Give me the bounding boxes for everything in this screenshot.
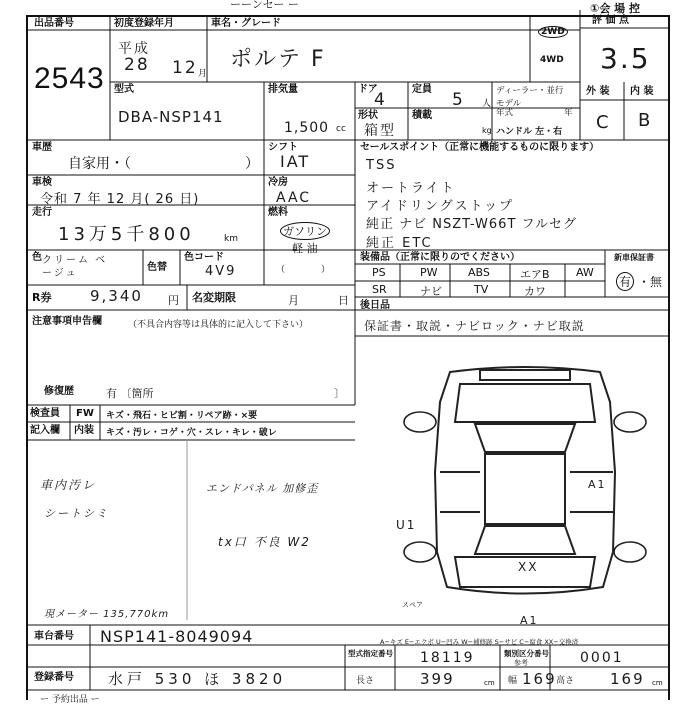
equip-abs: ABS xyxy=(468,266,490,279)
int-grade: B xyxy=(638,110,653,131)
width-value: 169 xyxy=(522,670,557,688)
ext-label: 外 装 xyxy=(586,86,610,97)
type-designation-value: 18119 xyxy=(420,650,475,666)
equip-ps: PS xyxy=(372,266,386,279)
color-change-label: 色替 xyxy=(147,262,167,273)
footer-partial: ー 予約出品 ー xyxy=(40,695,100,705)
displacement-value: 1,500 xyxy=(284,120,330,136)
name-value: ポルテ F xyxy=(230,47,326,72)
length-value: 399 xyxy=(420,670,455,688)
mileage-unit: km xyxy=(224,234,238,244)
load-label: 積載 xyxy=(412,110,432,121)
equip-airbag: エアB xyxy=(520,268,550,281)
postfix-label: 後日品 xyxy=(360,300,390,311)
chassis-value: NSP141-8049094 xyxy=(100,627,254,646)
doors-label: ドア xyxy=(358,84,378,95)
expiry-day: 日 xyxy=(338,294,349,307)
mark-spare: スペア xyxy=(402,601,423,609)
fuel-label: 燃料 xyxy=(268,207,288,218)
model-year-label2: 年式 xyxy=(496,108,514,118)
length-label: 長さ xyxy=(356,676,375,686)
shape-value: 箱型 xyxy=(364,123,396,139)
sales-item-5: 純正 ETC xyxy=(366,236,433,251)
warranty-yes: 有 xyxy=(616,272,634,291)
mark-xx: XX xyxy=(518,560,539,574)
repair-label: 修復歴 xyxy=(44,386,74,397)
ac-label: 冷房 xyxy=(268,177,288,188)
repair-value: 有 〔箇所 xyxy=(106,387,154,400)
int-label: 内 装 xyxy=(630,86,654,97)
fuel-diesel: 軽 油 xyxy=(292,242,318,255)
ac-value: AAC xyxy=(276,190,312,206)
height-value: 169 xyxy=(610,670,645,688)
fuel-gasoline: ガソリン xyxy=(280,222,330,240)
notes-label: 注意事項申告欄 xyxy=(32,316,102,327)
header-partial: ーーンセー ー xyxy=(230,0,299,11)
mark-a1-bottom: A1 xyxy=(520,614,539,627)
mileage-label: 走行 xyxy=(32,207,52,218)
fuel-paren: （ ） xyxy=(276,265,331,275)
sales-item-3: アイドリングストップ xyxy=(366,199,515,214)
inspector-fw-text: キズ・飛石・ヒビ割・リペア跡・×要 xyxy=(106,411,258,421)
inspector-fw: FW xyxy=(76,408,94,419)
history-close: ） xyxy=(245,156,259,172)
equip-tv: TV xyxy=(474,283,489,296)
category-value: 0001 xyxy=(580,650,624,666)
model-year-label1: モデル xyxy=(496,99,522,109)
color-code-label: 色コード xyxy=(184,252,224,263)
recycle-value: 9,340 xyxy=(90,287,143,305)
recycle-label: R券 xyxy=(32,291,52,304)
history-value: 自家用・（ xyxy=(68,156,131,172)
expiry-label: 名変期限 xyxy=(192,291,236,304)
load-unit: kg xyxy=(482,126,492,135)
recycle-unit: 円 xyxy=(168,294,179,307)
inspector-label-2: 記入欄 xyxy=(30,425,60,436)
postfix-value: 保証書・取説・ナビロック・ナビ取説 xyxy=(364,319,585,333)
doors-value: 4 xyxy=(374,90,387,110)
drive-2wd: 2WD xyxy=(538,26,568,38)
plate-value: 水戸 530 ほ 3820 xyxy=(108,670,287,688)
category-label: 類別区分番号 xyxy=(504,649,549,658)
grade-label: 評 価 点 xyxy=(592,15,629,26)
category-ref: 参考 xyxy=(514,659,528,667)
displacement-unit: cc xyxy=(336,124,346,134)
width-label: 幅 xyxy=(508,676,518,686)
inspection-label: 車検 xyxy=(32,177,52,188)
color-label: 色 xyxy=(32,252,42,263)
type-designation-label: 型式指定番号 xyxy=(348,649,393,658)
equip-sr: SR xyxy=(372,283,387,296)
shift-label: シフト xyxy=(268,142,298,153)
inspector-int: 内装 xyxy=(74,425,94,436)
first-reg-era: 平成 xyxy=(118,41,150,57)
comment-right-2: tx口 不良 W2 xyxy=(218,535,311,549)
equip-navi: ナビ xyxy=(420,285,442,298)
sales-item-1: TSS xyxy=(366,158,397,173)
shape-label: 形状 xyxy=(358,110,378,121)
mileage-value: 13万5千800 xyxy=(58,224,195,245)
shift-value: IAT xyxy=(280,152,311,171)
height-unit: cm xyxy=(652,679,663,687)
comment-left-2: シートシミ xyxy=(44,507,109,520)
model-value: DBA-NSP141 xyxy=(118,108,224,126)
equip-pw: PW xyxy=(420,266,438,279)
lot-label: 出品番号 xyxy=(34,18,74,29)
capacity-label: 定員 xyxy=(412,84,432,95)
height-label: 高さ xyxy=(556,676,575,686)
lot-number: 2543 xyxy=(34,62,105,95)
inspection-value: 令和 7 年 12 月( 26 日) xyxy=(40,192,200,207)
inspector-int-text: キズ・汚レ・コゲ・穴・スレ・キレ・破レ xyxy=(106,428,277,438)
repair-bracket: 〕 xyxy=(334,387,345,400)
first-reg-year: 28 xyxy=(124,55,150,75)
handle-label: ハンドル 左・右 xyxy=(496,127,563,137)
color-code: 4V9 xyxy=(205,264,237,279)
sales-item-2: オートライト xyxy=(366,181,456,196)
mark-u1: U1 xyxy=(396,518,417,532)
warranty-label: 新車保証書 xyxy=(614,253,654,262)
sales-item-4: 純正 ナビ NSZT-W66T フルセグ xyxy=(366,217,578,232)
equip-aw: AW xyxy=(576,266,594,279)
notes-sub: （不具合内容等は具体的に記入して下さい） xyxy=(128,320,309,330)
ext-grade: C xyxy=(596,112,611,133)
name-label: 車名・グレード xyxy=(211,18,281,29)
mark-a1-side: A1 xyxy=(588,478,607,491)
expiry-month: 月 xyxy=(288,294,299,307)
dealer-label: ディーラー・並行 xyxy=(496,86,564,96)
capacity-unit: 人 xyxy=(482,99,492,109)
plate-label: 登録番号 xyxy=(34,672,74,683)
drive-4wd: 4WD xyxy=(540,55,564,65)
color-value: クリーム ベージュ xyxy=(42,255,108,279)
model-year-unit: 年 xyxy=(564,108,573,118)
model-label: 型式 xyxy=(114,84,134,95)
first-reg-label: 初度登録年月 xyxy=(114,18,174,29)
first-reg-month: 12 xyxy=(172,58,198,78)
equipment-label: 装備品（正常に限りのでください） xyxy=(360,252,520,263)
equip-leather: カワ xyxy=(524,285,546,298)
comment-left-1: 車内汚レ xyxy=(40,478,97,492)
inspector-label-1: 検査員 xyxy=(30,408,60,419)
chassis-label: 車台番号 xyxy=(34,631,74,642)
history-label: 車歴 xyxy=(32,142,52,153)
comment-odometer: 現メーター 135,770km xyxy=(44,609,170,620)
sales-label: セールスポイント（正常に機能するものに限ります） xyxy=(360,142,600,153)
damage-legend: A−キズ E−エクボ U−凹み W−補修跡 S−サビ C−腐食 XX−交換済 xyxy=(380,638,579,646)
first-reg-month-unit: 月 xyxy=(198,69,208,79)
displacement-label: 排気量 xyxy=(268,84,298,95)
capacity-value: 5 xyxy=(452,90,465,110)
length-unit: cm xyxy=(484,679,495,687)
warranty-no: ・無 xyxy=(638,275,663,289)
venue-label: ①会 場 控 xyxy=(590,2,640,15)
comment-right-1: エンドパネル 加修歪 xyxy=(206,482,319,495)
grade-value: 3.5 xyxy=(600,42,651,75)
